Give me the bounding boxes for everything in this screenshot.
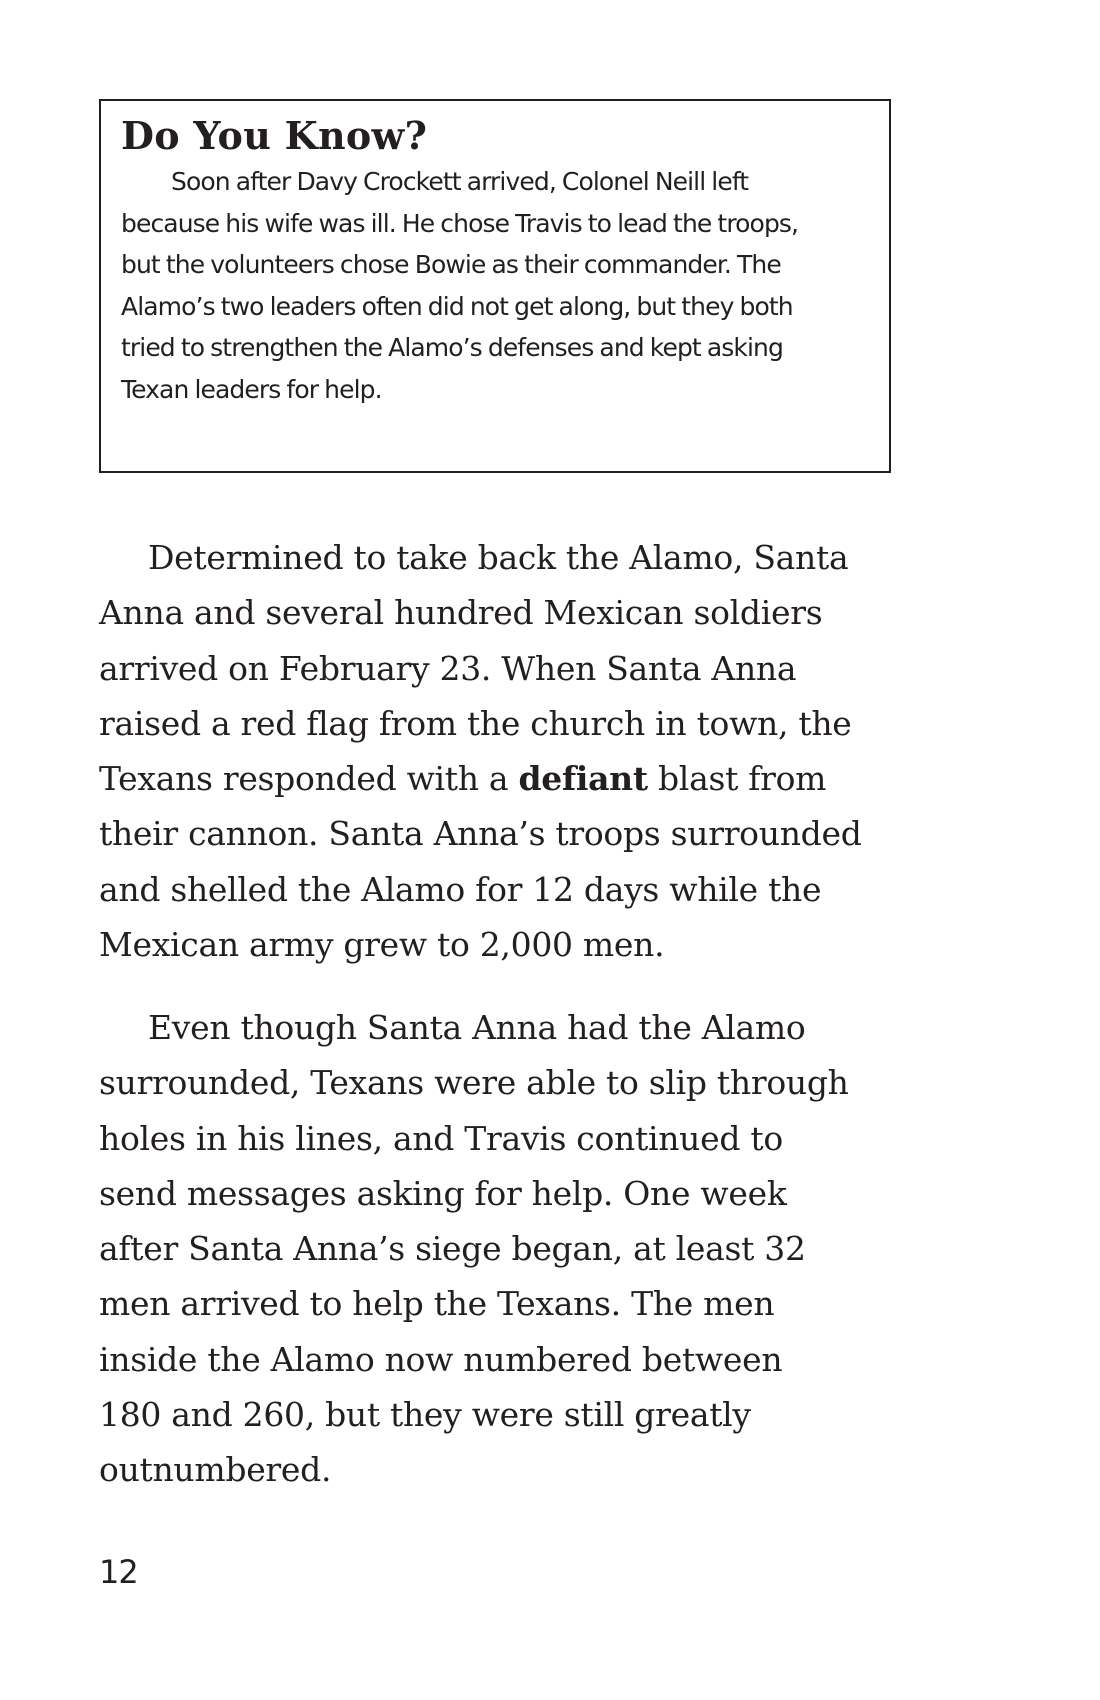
page-number: 12 xyxy=(99,1553,138,1591)
paragraph-line: surrounded, Texans were able to slip through xyxy=(99,1063,849,1103)
paragraph-line: their cannon. Santa Anna’s troops surrounded xyxy=(99,814,862,854)
paragraph-line: Mexican army grew to 2,000 men. xyxy=(99,925,665,965)
paragraph-line: and shelled the Alamo for 12 days while the xyxy=(99,869,822,909)
line-text-before: Texans responded with a xyxy=(99,759,519,799)
paragraph-line: Anna and several hundred Mexican soldiers xyxy=(99,593,823,633)
sidebar-line: tried to strengthen the Alamo’s defenses and kept asking xyxy=(121,333,783,362)
body-paragraph-2 xyxy=(99,1000,919,1498)
paragraph-line: men arrived to help the Texans. The men xyxy=(99,1284,775,1324)
paragraph-line: send messages asking for help. One week xyxy=(99,1173,787,1213)
paragraph-line: Determined to take back the Alamo, Santa xyxy=(148,538,849,577)
paragraph-line: inside the Alamo now numbered between xyxy=(99,1339,783,1379)
sidebar-text xyxy=(121,161,869,410)
paragraph-line: holes in his lines, and Travis continued to xyxy=(99,1118,783,1158)
do-you-know-sidebar xyxy=(99,99,891,473)
sidebar-line: Alamo’s two leaders often did not get along, but they both xyxy=(121,291,793,321)
vocabulary-word-defiant: defiant xyxy=(518,759,648,799)
sidebar-line: because his wife was ill. He chose Travis to lead the troops, xyxy=(121,208,799,238)
sidebar-line: but the volunteers chose Bowie as their commander. The xyxy=(121,250,781,279)
paragraph-line: 180 and 260, but they were still greatly xyxy=(99,1395,751,1435)
paragraph-line: raised a red flag from the church in town, the xyxy=(99,703,852,743)
paragraph-line: arrived on February 23. When Santa Anna xyxy=(99,648,797,688)
paragraph-line xyxy=(99,751,919,806)
sidebar-title: Do You Know? xyxy=(121,113,428,158)
paragraph-line: outnumbered. xyxy=(99,1450,332,1490)
body-paragraph-1 xyxy=(99,530,919,972)
line-text-after: blast from xyxy=(647,759,827,799)
sidebar-line: Texan leaders for help. xyxy=(121,374,382,404)
sidebar-line: Soon after Davy Crockett arrived, Colonel Neill left xyxy=(171,167,749,196)
paragraph-line: Even though Santa Anna had the Alamo xyxy=(148,1008,806,1047)
paragraph-line: after Santa Anna’s siege began, at least 32 xyxy=(99,1229,806,1269)
